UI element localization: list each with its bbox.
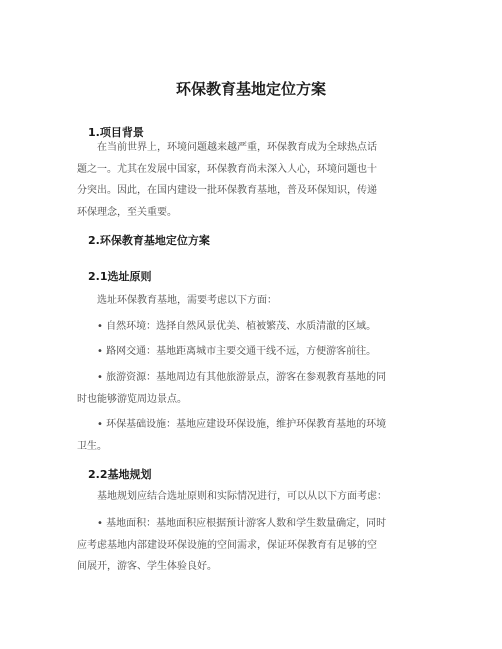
bullet-line: 应考虑基地内部建设环保设施的空间需求，保证环保教育有足够的空 bbox=[77, 539, 377, 551]
bullet-road-traffic bbox=[77, 341, 376, 363]
bullet-line: • 自然环境：选择自然风景优美、植被繁茂、水质清澈的区域。 bbox=[77, 321, 377, 332]
bullet-line: 间展开，游客、学生体验良好。 bbox=[77, 561, 217, 572]
subsection-heading-site-principles: 2.1选址原则 bbox=[88, 270, 152, 283]
section-heading-plan: 2.环保教育基地定位方案 bbox=[88, 234, 210, 247]
paragraph-line: 基地规划应结合选址原则和实际情况进行，可以从以下方面考虑： bbox=[77, 491, 387, 502]
bullet-base-area bbox=[77, 513, 386, 578]
document-title: 环保教育基地定位方案 bbox=[175, 80, 326, 98]
paragraph-line: 在当前世界上，环境问题越来越严重，环保教育成为全球热点话 bbox=[77, 142, 377, 153]
bullet-eco-infrastructure bbox=[77, 414, 386, 457]
subsection-base-planning-body bbox=[77, 486, 387, 508]
bullet-line: • 路网交通：基地距离城市主要交通干线不远，方便游客前往。 bbox=[77, 346, 377, 357]
bullet-line: 时也能够游览周边景点。 bbox=[77, 393, 187, 405]
paragraph-line: 选址环保教育基地，需要考虑以下方面： bbox=[77, 295, 277, 306]
bullet-line: • 环保基础设施：基地应建设环保设施，维护环保教育基地的环境 bbox=[77, 419, 387, 430]
bullet-line: • 旅游资源：基地周边有其他旅游景点，游客在参观教育基地的同 bbox=[77, 372, 387, 383]
section-heading-background: 1.项目背景 bbox=[88, 126, 144, 139]
bullet-natural-environment bbox=[77, 316, 376, 338]
subsection-site-principles-body bbox=[77, 290, 277, 312]
paragraph-line: 分突出。因此，在国内建设一批环保教育基地，普及环保知识，传递 bbox=[77, 185, 377, 196]
paragraph-line: 题之一。尤其在发展中国家，环保教育尚未深入人心，环境问题也十 bbox=[77, 163, 377, 175]
bullet-line: 卫生。 bbox=[77, 440, 107, 452]
bullet-line: • 基地面积：基地面积应根据预计游客人数和学生数量确定，同时 bbox=[77, 518, 387, 529]
subsection-heading-base-planning: 2.2基地规划 bbox=[88, 468, 152, 481]
paragraph-line: 环保理念，至关重要。 bbox=[77, 206, 177, 218]
bullet-tourism-resources bbox=[77, 367, 386, 410]
section-background-body bbox=[77, 137, 377, 223]
